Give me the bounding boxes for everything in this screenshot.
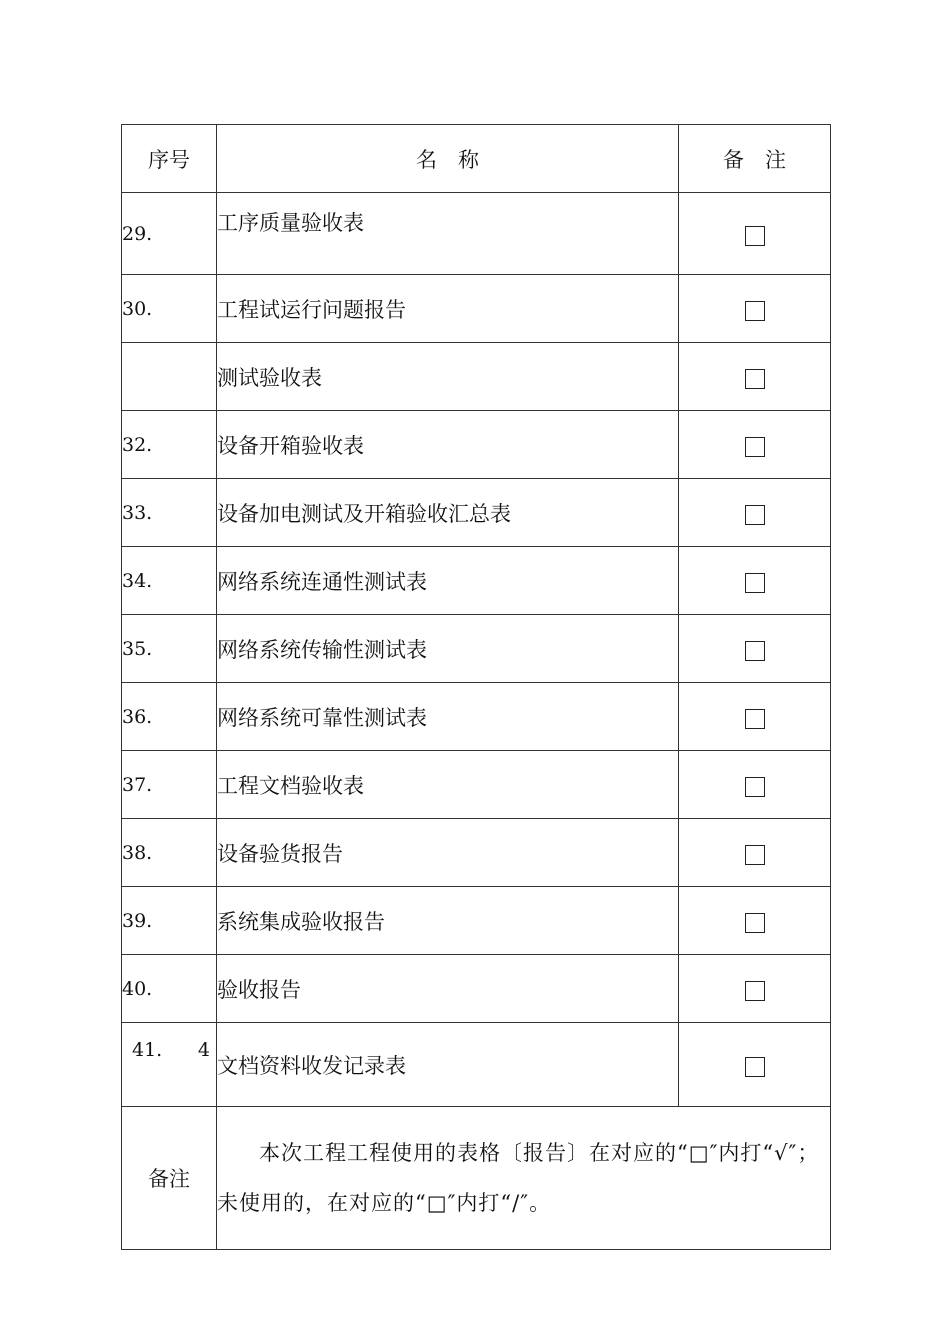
row-name: 工序质量验收表 xyxy=(217,193,679,275)
row-seq: 37. xyxy=(122,751,217,819)
row-checkbox-cell xyxy=(679,193,831,275)
checkbox[interactable] xyxy=(745,709,765,729)
table-row xyxy=(122,887,831,955)
checkbox[interactable] xyxy=(745,641,765,661)
checkbox[interactable] xyxy=(745,505,765,525)
note-label: 备注 xyxy=(122,1107,217,1250)
table-row xyxy=(122,479,831,547)
row-name: 设备验货报告 xyxy=(217,819,679,887)
row-seq xyxy=(122,343,217,411)
note-text: 本次工程工程使用的表格〔报告〕在对应的“□″内打“√″；未使用的，在对应的“□″内打“/″。 xyxy=(217,1107,831,1250)
row-checkbox-cell xyxy=(679,411,831,479)
row-seq: 39. xyxy=(122,887,217,955)
header-seq: 序号 xyxy=(122,125,217,193)
row-name: 验收报告 xyxy=(217,955,679,1023)
table-row xyxy=(122,275,831,343)
checkbox[interactable] xyxy=(745,226,765,246)
table-header-row xyxy=(122,125,831,193)
row-name: 测试验收表 xyxy=(217,343,679,411)
row-checkbox-cell xyxy=(679,343,831,411)
row-checkbox-cell xyxy=(679,547,831,615)
row-seq-cell xyxy=(122,1023,217,1107)
checkbox[interactable] xyxy=(745,845,765,865)
row-name: 网络系统传输性测试表 xyxy=(217,615,679,683)
row-name: 系统集成验收报告 xyxy=(217,887,679,955)
checkbox[interactable] xyxy=(745,437,765,457)
row-checkbox-cell xyxy=(679,1023,831,1107)
table-row xyxy=(122,1023,831,1107)
row-seq: 34. xyxy=(122,547,217,615)
table-row xyxy=(122,193,831,275)
note-row xyxy=(122,1107,831,1250)
row-name: 网络系统可靠性测试表 xyxy=(217,683,679,751)
row-checkbox-cell xyxy=(679,479,831,547)
row-seq: 40. xyxy=(122,955,217,1023)
header-remark: 备 注 xyxy=(679,125,831,193)
checkbox[interactable] xyxy=(745,777,765,797)
row-seq: 29. xyxy=(122,193,217,275)
row-seq: 41. xyxy=(132,1039,163,1061)
checkbox[interactable] xyxy=(745,369,765,389)
checkbox[interactable] xyxy=(745,301,765,321)
row-checkbox-cell xyxy=(679,955,831,1023)
row-checkbox-cell xyxy=(679,819,831,887)
row-name: 工程文档验收表 xyxy=(217,751,679,819)
row-seq: 36. xyxy=(122,683,217,751)
row-checkbox-cell xyxy=(679,615,831,683)
table-row xyxy=(122,547,831,615)
table-row xyxy=(122,683,831,751)
row-name: 文档资料收发记录表 xyxy=(217,1023,679,1107)
checkbox[interactable] xyxy=(745,981,765,1001)
row-name: 工程试运行问题报告 xyxy=(217,275,679,343)
row-seq-extra: 4 xyxy=(197,1039,210,1061)
table-row xyxy=(122,819,831,887)
row-seq: 32. xyxy=(122,411,217,479)
row-checkbox-cell xyxy=(679,683,831,751)
checkbox[interactable] xyxy=(745,1057,765,1077)
row-checkbox-cell xyxy=(679,275,831,343)
row-seq: 38. xyxy=(122,819,217,887)
row-seq: 35. xyxy=(122,615,217,683)
row-name: 设备开箱验收表 xyxy=(217,411,679,479)
checkbox[interactable] xyxy=(745,573,765,593)
row-name: 设备加电测试及开箱验收汇总表 xyxy=(217,479,679,547)
row-seq: 30. xyxy=(122,275,217,343)
table-row xyxy=(122,615,831,683)
row-seq: 33. xyxy=(122,479,217,547)
row-name: 网络系统连通性测试表 xyxy=(217,547,679,615)
table-row xyxy=(122,343,831,411)
checkbox[interactable] xyxy=(745,913,765,933)
row-checkbox-cell xyxy=(679,887,831,955)
acceptance-form-table xyxy=(121,124,831,1250)
table-row xyxy=(122,411,831,479)
table-row xyxy=(122,751,831,819)
header-name: 名 称 xyxy=(217,125,679,193)
table-row xyxy=(122,955,831,1023)
row-checkbox-cell xyxy=(679,751,831,819)
